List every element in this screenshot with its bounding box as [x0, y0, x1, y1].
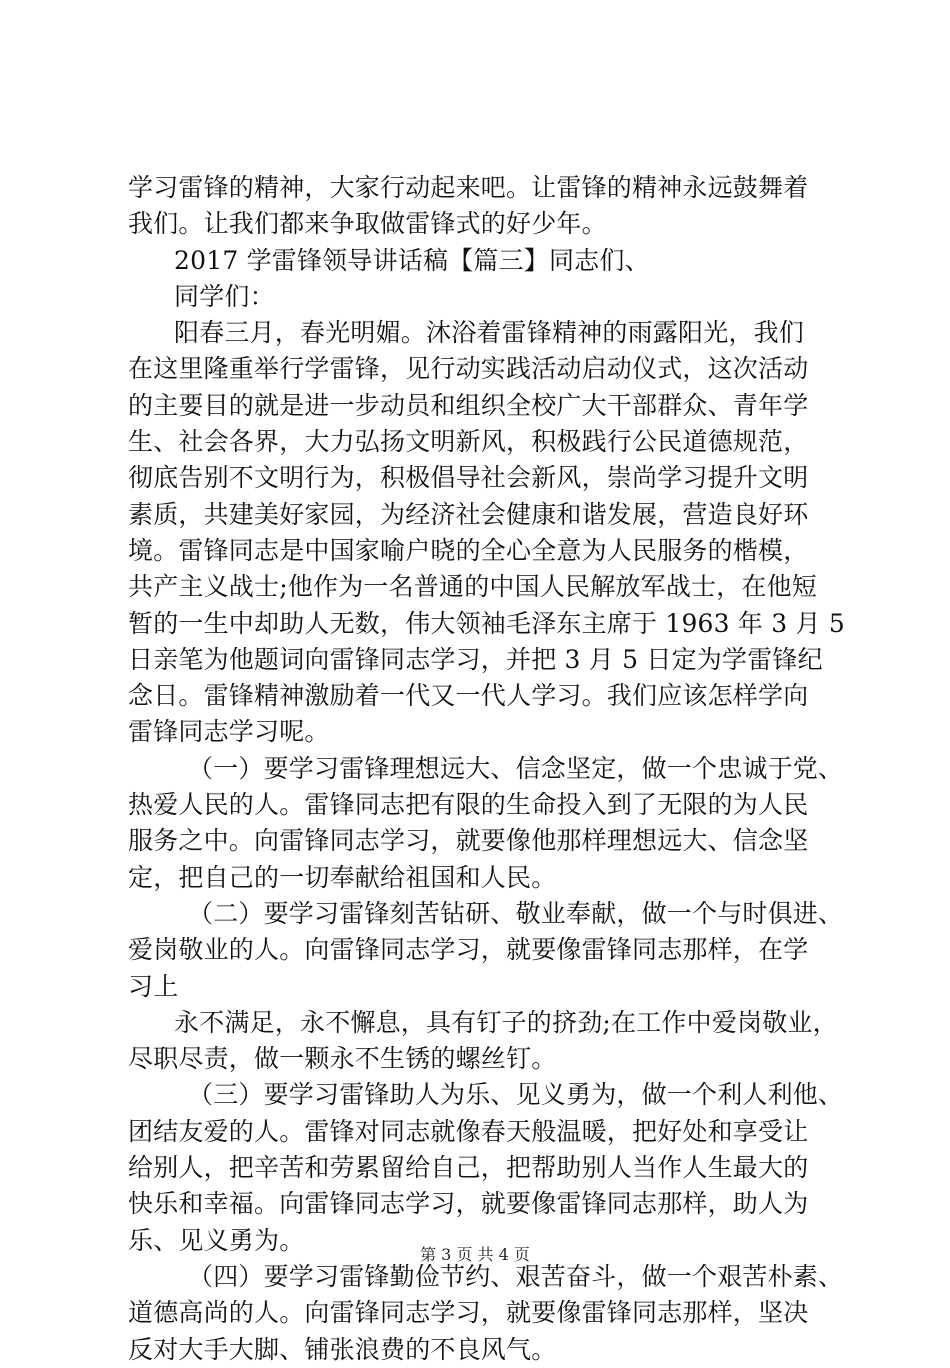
text-line: 热爱人民的人。雷锋同志把有限的生命投入到了无限的为人民	[128, 790, 809, 820]
text-line: 念日。雷锋精神激励着一代又一代人学习。我们应该怎样学向	[128, 681, 809, 711]
document-body	[128, 170, 845, 1368]
text-line: 反对大手大脚、铺张浪费的不良风气。	[128, 1334, 557, 1364]
text-line: 素质，共建美好家园，为经济社会健康和谐发展，营造良好环	[128, 499, 809, 529]
text-line: 快乐和幸福。向雷锋同志学习，就要像雷锋同志那样，助人为	[128, 1189, 809, 1219]
text-line: 尽职尽责，做一颗永不生锈的螺丝钉。	[128, 1044, 557, 1074]
text-line: 团结友爱的人。雷锋对同志就像春天般温暖，把好处和享受让	[128, 1116, 809, 1146]
page-footer: 第 3 页 共 4 页	[420, 1245, 530, 1264]
text-line: 日亲笔为他题词向雷锋同志学习，并把 3 月 5 日定为学雷锋纪	[128, 644, 823, 674]
text-line: 阳春三月，春光明媚。沐浴着雷锋精神的雨露阳光，我们	[174, 318, 805, 348]
text-line: 习上	[128, 971, 179, 1001]
text-line: （二）要学习雷锋刻苦钻研、敬业奉献，做一个与时俱进、	[188, 898, 844, 928]
text-line: （三）要学习雷锋助人为乐、见义勇为，做一个利人利他、	[188, 1080, 844, 1110]
text-line: 道德高尚的人。向雷锋同志学习，就要像雷锋同志那样，坚决	[128, 1298, 809, 1328]
text-line: 给别人，把辛苦和劳累留给自己，把帮助别人当作人生最大的	[128, 1153, 809, 1183]
text-line: 在这里隆重举行学雷锋，见行动实践活动启动仪式，这次活动	[128, 354, 809, 384]
text-line: 同学们：	[174, 281, 275, 311]
text-line: （四）要学习雷锋勤俭节约、艰苦奋斗，做一个艰苦朴素、	[188, 1261, 844, 1291]
text-line: 2017 学雷锋领导讲话稿【篇三】同志们、	[174, 245, 650, 275]
text-line: 境。雷锋同志是中国家喻户晓的全心全意为人民服务的楷模，	[128, 535, 809, 565]
text-line: 学习雷锋的精神，大家行动起来吧。让雷锋的精神永远鼓舞着	[128, 173, 809, 202]
text-line: 雷锋同志学习呢。	[128, 717, 330, 747]
text-line: 彻底告别不文明行为，积极倡导社会新风，崇尚学习提升文明	[128, 463, 809, 493]
text-line: 共产主义战士;他作为一名普通的中国人民解放军战士，在他短	[128, 572, 818, 602]
text-line: 暂的一生中却助人无数，伟大领袖毛泽东主席于 1963 年 3 月 5	[128, 608, 845, 638]
text-line: 定，把自己的一切奉献给祖国和人民。	[128, 862, 557, 892]
text-line: 我们。让我们都来争取做雷锋式的好少年。	[128, 209, 607, 239]
text-line: 乐、见义勇为。	[128, 1225, 305, 1255]
text-line: （一）要学习雷锋理想远大、信念坚定，做一个忠诚于党、	[188, 753, 844, 783]
text-line: 生、社会各界，大力弘扬文明新风，积极践行公民道德规范，	[128, 427, 809, 457]
text-line: 永不满足，永不懈息，具有钉子的挤劲;在工作中爱岗敬业，	[174, 1007, 838, 1037]
text-line: 的主要目的就是进一步动员和组织全校广大干部群众、青年学	[128, 390, 809, 420]
text-line: 爱岗敬业的人。向雷锋同志学习，就要像雷锋同志那样，在学	[128, 935, 809, 965]
text-line: 服务之中。向雷锋同志学习，就要像他那样理想远大、信念坚	[128, 826, 809, 856]
